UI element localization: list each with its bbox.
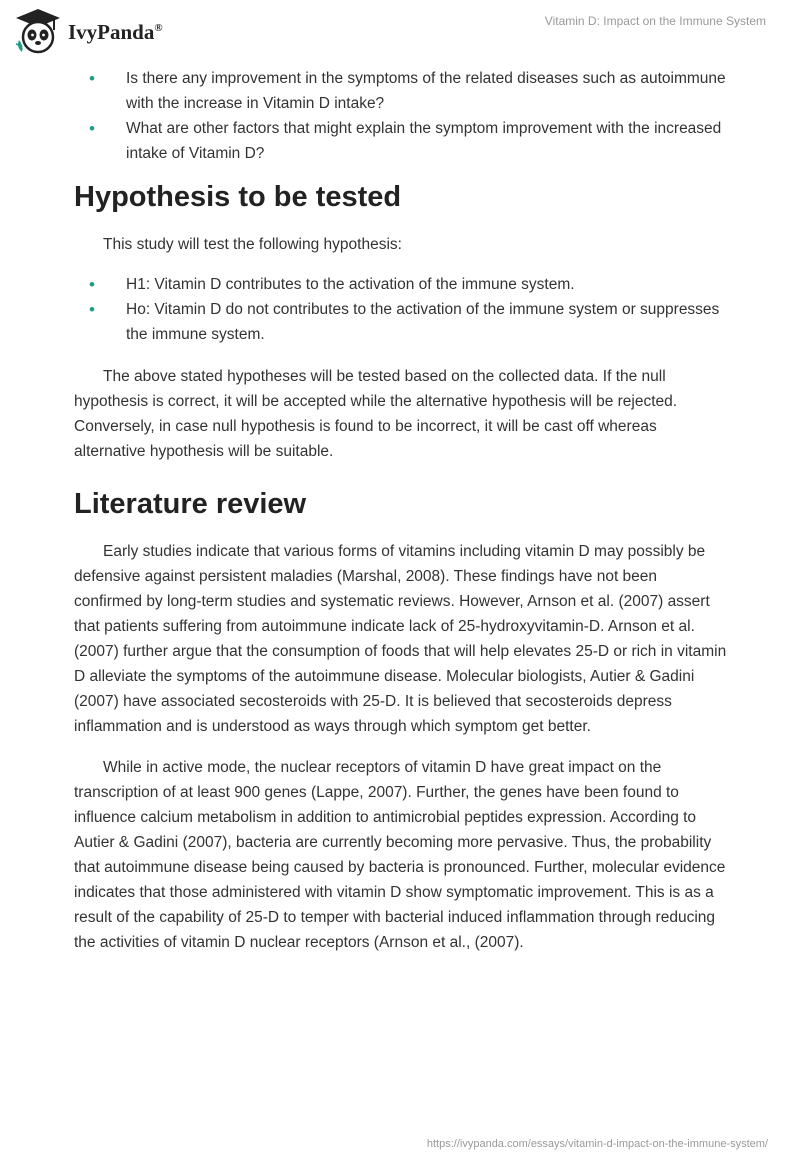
- source-url-link[interactable]: https://ivypanda.com/essays/vitamin-d-impact-on-the-immune-system/: [426, 1138, 768, 1150]
- hypothesis-lead: This study will test the following hypothesis:: [103, 236, 402, 253]
- bullet-icon: •: [89, 69, 95, 88]
- list-item: • Ho: Vitamin D do not contributes to the activation of the immune system or suppresses the immune system.: [74, 297, 728, 347]
- literature-paragraph: Early studies indicate that various forms of vitamins including vitamin D may possibly be defensive against persistent maladies (Marshal, 2008). These findings have not been confirmed by long-term studies and systematic reviews. However, Arnson et al. (2007) assert that patients suffering from autoimmune indicate lack of 25-hydroxyvitamin-D. Arnson et al. (2007) further argue that the consumption of foods that will help elevates 25-D or rich in vitamin D alleviate the symptoms of the autoimmune disease. Molecular biologists, Autier & Gadini (2007) have associated secosteroids with 25-D. It is believed that secosteroids depress inflammation and is understood as ways through which symptom get better.: [74, 543, 727, 735]
- site-logo[interactable]: [14, 8, 163, 54]
- hypothesis-paragraph: The above stated hypotheses will be tested based on the collected data. If the null hypothesis is correct, it will be accepted while the alternative hypothesis will be rejected. Conversely, in case null hypothesis is found to be incorrect, it will be cast off whereas alternative hypothesis will be suitable.: [74, 368, 678, 460]
- panda-graduate-icon: [14, 8, 62, 54]
- logo-wordmark: IvyPanda®: [68, 19, 163, 44]
- hypothesis-list: [74, 272, 728, 347]
- list-item: • Is there any improvement in the symptoms of the related diseases such as autoimmune with the increase in Vitamin D intake?: [74, 66, 728, 116]
- bullet-icon: •: [89, 119, 95, 138]
- research-questions-list: [74, 66, 728, 166]
- essay-content: [74, 66, 728, 955]
- bullet-icon: •: [89, 300, 95, 319]
- list-item: • What are other factors that might explain the symptom improvement with the increased intake of Vitamin D?: [74, 116, 728, 166]
- section-heading-hypothesis: Hypothesis to be tested: [74, 181, 402, 213]
- section-heading-literature: Literature review: [74, 488, 307, 520]
- running-title: Vitamin D: Impact on the Immune System: [544, 14, 766, 28]
- bullet-icon: •: [89, 275, 95, 294]
- literature-paragraph: While in active mode, the nuclear receptors of vitamin D have great impact on the transcription of at least 900 genes (Lappe, 2007). Further, the genes have been found to influence calcium metabolism in addition to antimicrobial peptides expression. According to Autier & Gadini (2007), bacteria are currently becoming more pervasive. Thus, the probability that autoimmune disease being caused by bacteria is pronounced. Further, molecular evidence indicates that those administered with vitamin D show symptomatic improvement. This is as a result of the capability of 25-D to temper with bacterial induced inflammation through reducing the activities of vitamin D nuclear receptors (Arnson et al., (2007).: [74, 759, 726, 951]
- list-item: • H1: Vitamin D contributes to the activation of the immune system.: [74, 272, 728, 297]
